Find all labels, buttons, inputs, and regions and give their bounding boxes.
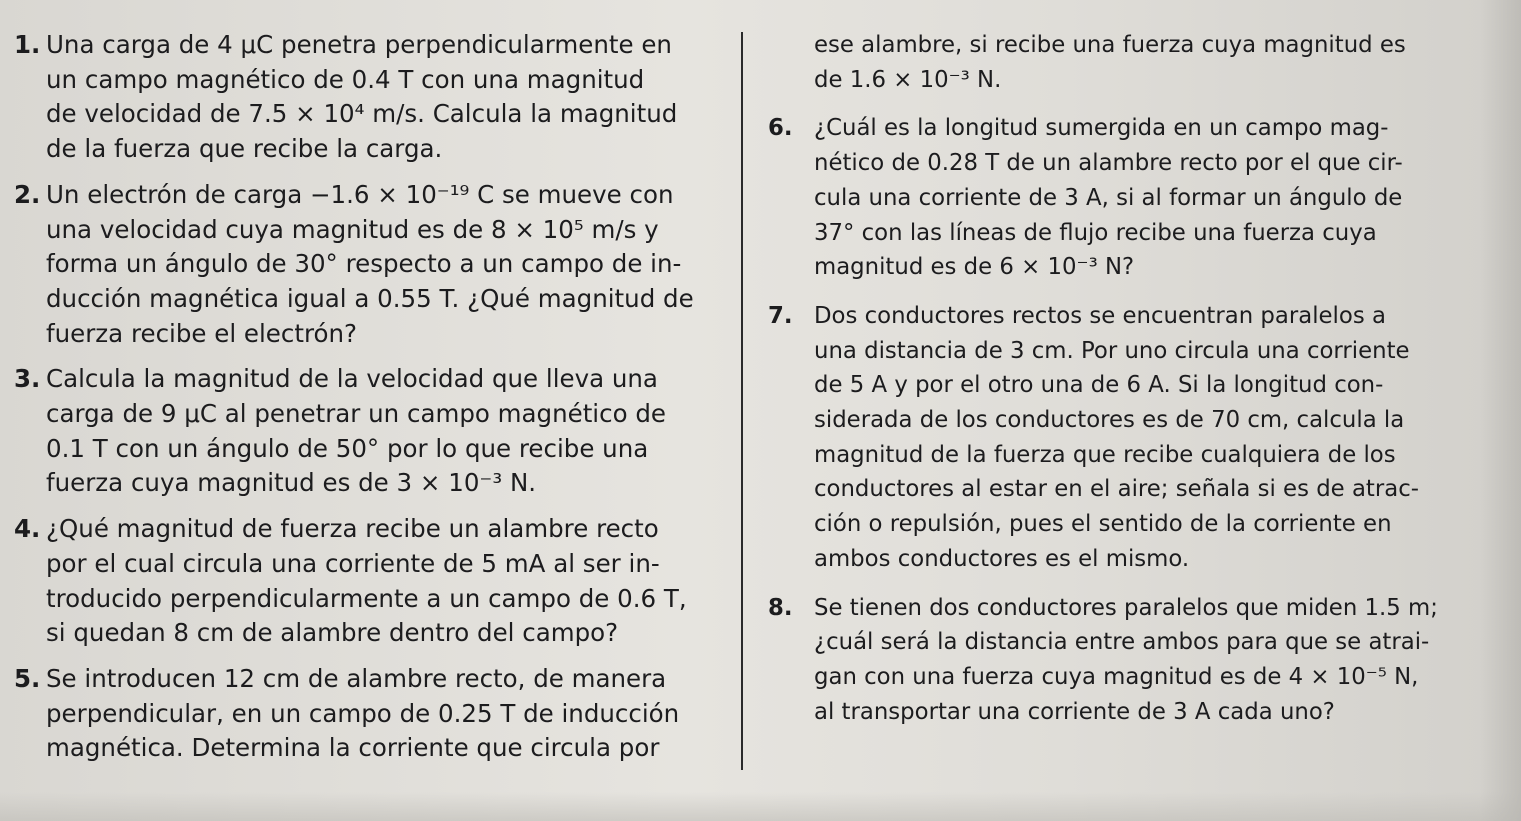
problem-line: ¿Cuál es la longitud sumergida en un campo mag- — [814, 115, 1389, 142]
problem-line: troducido perpendicularmente a un campo de 0.6 T, — [46, 583, 687, 613]
problem-line: por el cual circula una corriente de 5 mA al ser in- — [46, 548, 660, 578]
problem-line: 0.1 T con un ángulo de 50° por lo que recibe una — [46, 433, 649, 463]
problem-6 — [768, 111, 1468, 285]
problem-line: ese alambre, si recibe una fuerza cuya magnitud es — [814, 32, 1406, 58]
problem-line: una velocidad cuya magnitud es de 8 × 10⁵ m/s y — [46, 214, 659, 244]
problem-number: 6. — [768, 115, 793, 142]
problem-line: de 1.6 × 10⁻³ N. — [814, 66, 1002, 93]
problem-line: ¿Qué magnitud de fuerza recibe un alambre recto — [46, 514, 659, 544]
problem-line: magnitud de la fuerza que recibe cualquiera de los — [814, 441, 1396, 468]
problem-line: si quedan 8 cm de alambre dentro del campo? — [46, 618, 619, 648]
left-column — [14, 28, 732, 766]
problem-line: Calcula la magnitud de la velocidad que lleva una — [46, 364, 658, 394]
problem-2 — [14, 178, 732, 352]
problem-line: magnitud es de 6 × 10⁻³ N? — [814, 254, 1135, 281]
problem-line: nético de 0.28 T de un alambre recto por el que cir- — [814, 150, 1403, 177]
problem-line: de la fuerza que recibe la carga. — [46, 134, 443, 164]
problem-line: conductores al estar en el aire; señala si es de atrac- — [814, 476, 1419, 503]
problem-line: Se introducen 12 cm de alambre recto, de manera — [46, 663, 667, 693]
problem-line: forma un ángulo de 30° respecto a un campo de in- — [46, 249, 682, 279]
problem-line: una distancia de 3 cm. Por uno circula una corriente — [814, 337, 1410, 364]
problem-1 — [14, 28, 732, 167]
problem-number: 1. — [14, 30, 41, 59]
problem-line: ambos conductores es el mismo. — [814, 545, 1190, 572]
problem-line: ¿cuál será la distancia entre ambos para que se atrai- — [814, 629, 1430, 656]
problem-line: siderada de los conductores es de 70 cm, calcula la — [814, 407, 1405, 434]
problem-line: cula una corriente de 3 A, si al formar un ángulo de — [814, 184, 1403, 211]
problem-line: Se tienen dos conductores paralelos que miden 1.5 m; — [814, 594, 1438, 621]
problem-line: perpendicular, en un campo de 0.25 T de inducción — [46, 698, 680, 728]
problem-line: gan con una fuerza cuya magnitud es de 4 × 10⁻⁵ N, — [814, 663, 1419, 690]
problem-number: 7. — [768, 302, 793, 329]
column-divider — [741, 32, 743, 770]
page-edge-shadow — [1480, 0, 1521, 821]
problem-3 — [14, 362, 732, 501]
problem-4 — [14, 512, 732, 651]
problem-line: al transportar una corriente de 3 A cada uno? — [814, 698, 1335, 725]
problem-line: Un electrón de carga −1.6 × 10⁻¹⁹ C se mueve con — [46, 179, 674, 209]
page-shadow — [0, 792, 1521, 821]
problem-number: 3. — [14, 364, 41, 394]
problem-number: 8. — [768, 594, 793, 621]
problem-line: ducción magnética igual a 0.55 T. ¿Qué magnitud de — [46, 283, 694, 313]
right-column — [768, 28, 1468, 729]
problem-5 — [14, 662, 732, 766]
problem-line: de 5 A y por el otro una de 6 A. Si la longitud con- — [814, 372, 1384, 399]
problem-number: 2. — [14, 179, 41, 209]
problem-number: 5. — [14, 663, 41, 693]
problem-number: 4. — [14, 514, 41, 544]
problem-8 — [768, 591, 1468, 730]
problem-line: fuerza recibe el electrón? — [46, 318, 358, 348]
problem-line: ción o repulsión, pues el sentido de la corriente en — [814, 511, 1392, 538]
problem-line: carga de 9 μC al penetrar un campo magnético de — [46, 399, 666, 429]
problem-line: Dos conductores rectos se encuentran paralelos a — [814, 302, 1386, 329]
problem-line: Una carga de 4 μC penetra perpendicularmente en — [46, 30, 672, 59]
problem-line: un campo magnético de 0.4 T con una magnitud — [46, 64, 645, 94]
problem-5-continuation — [768, 28, 1468, 97]
problem-line: magnética. Determina la corriente que circula por — [46, 733, 660, 763]
problem-line: de velocidad de 7.5 × 10⁴ m/s. Calcula la magnitud — [46, 99, 678, 129]
problem-7 — [768, 299, 1468, 577]
problem-line: 37° con las líneas de flujo recibe una fuerza cuya — [814, 219, 1377, 246]
problem-line: fuerza cuya magnitud es de 3 × 10⁻³ N. — [46, 468, 537, 498]
